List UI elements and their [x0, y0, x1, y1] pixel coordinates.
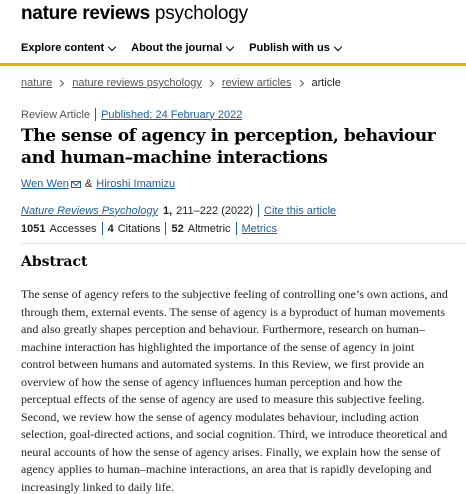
author-separator: &: [84, 178, 93, 190]
accesses-count: 1051: [21, 222, 46, 235]
altmetric-label: Altmetric: [187, 222, 231, 235]
divider: [165, 222, 166, 235]
nav-item-label: Publish with us: [249, 42, 330, 54]
published-date-link[interactable]: Published: 24 February 2022: [101, 108, 243, 121]
citations-count: 4: [107, 222, 114, 235]
abstract-heading: Abstract: [21, 254, 88, 270]
article-meta: [21, 108, 242, 121]
breadcrumb-current: article: [311, 77, 341, 89]
breadcrumb: [21, 77, 341, 89]
cite-this-article-link[interactable]: Cite this article: [264, 204, 337, 217]
accesses-label: Accesses: [49, 222, 97, 235]
chevron-right-icon: [57, 79, 64, 86]
divider: [102, 222, 103, 235]
logo-bold-text: nature reviews: [21, 3, 150, 24]
citation-line: [21, 204, 336, 217]
site-logo[interactable]: [21, 3, 248, 31]
author-list: [21, 178, 175, 190]
citations-label: Citations: [117, 222, 161, 235]
pages: 211–222 (2022): [176, 204, 254, 217]
breadcrumb-review-articles[interactable]: review articles: [221, 77, 292, 89]
nav-item-label: About the journal: [131, 42, 223, 54]
author-wen-wen[interactable]: Wen Wen: [21, 178, 69, 190]
breadcrumb-nature[interactable]: nature: [21, 77, 53, 89]
article-title: The sense of agency in perception, behaviour and human–machine interactions: [21, 126, 436, 168]
main-nav: [0, 33, 466, 63]
nav-explore-content[interactable]: [21, 42, 115, 54]
altmetric-count: 52: [171, 222, 184, 235]
article-metrics: [21, 222, 277, 235]
chevron-right-icon: [296, 79, 303, 86]
breadcrumb-journal[interactable]: nature reviews psychology: [72, 77, 202, 89]
author-hiroshi-imamizu[interactable]: Hiroshi Imamizu: [96, 178, 176, 190]
chevron-right-icon: [207, 79, 214, 86]
section-divider: [21, 243, 466, 244]
divider: [236, 222, 237, 235]
chevron-down-icon: [226, 42, 234, 50]
article-type: Review Article: [21, 108, 91, 121]
mail-icon[interactable]: [71, 181, 81, 188]
divider: [258, 204, 259, 217]
abstract-text: The sense of agency refers to the subjective feeling of controlling one’s own actions, and through them, external events. The sense of agency is a byproduct of human movements and also greatly shapes perception and behaviour. Furthermore, research on human–machine interaction has highlighted the importance of the sense of agency in joint control between humans and automated systems. In this Review, we first provide an overview of how the sense of agency influences human perception and how the perceptual effects of the sense of agency are used to measure this subjective feeling. Second, we review how the sense of agency modulates behaviour, including action selection, goal-directed actions, and social cognition. Third, we introduce theoretical and neural accounts of how the sense of agency arises. Finally, we explain how the sense of agency applies to human–machine interactions, an area that is rapidly developing and increasingly linked to daily life.: [21, 287, 448, 494]
nav-accent-rule: [0, 63, 466, 66]
metrics-link[interactable]: Metrics: [241, 222, 277, 235]
chevron-down-icon: [334, 42, 342, 50]
volume: 1,: [162, 204, 173, 217]
nav-item-label: Explore content: [21, 42, 105, 54]
nav-about-journal[interactable]: [131, 42, 233, 54]
nav-publish-with-us[interactable]: [249, 42, 341, 54]
chevron-down-icon: [108, 42, 116, 50]
journal-link[interactable]: Nature Reviews Psychology: [21, 204, 158, 217]
divider: [95, 108, 96, 121]
logo-light-text: psychology: [154, 3, 248, 24]
